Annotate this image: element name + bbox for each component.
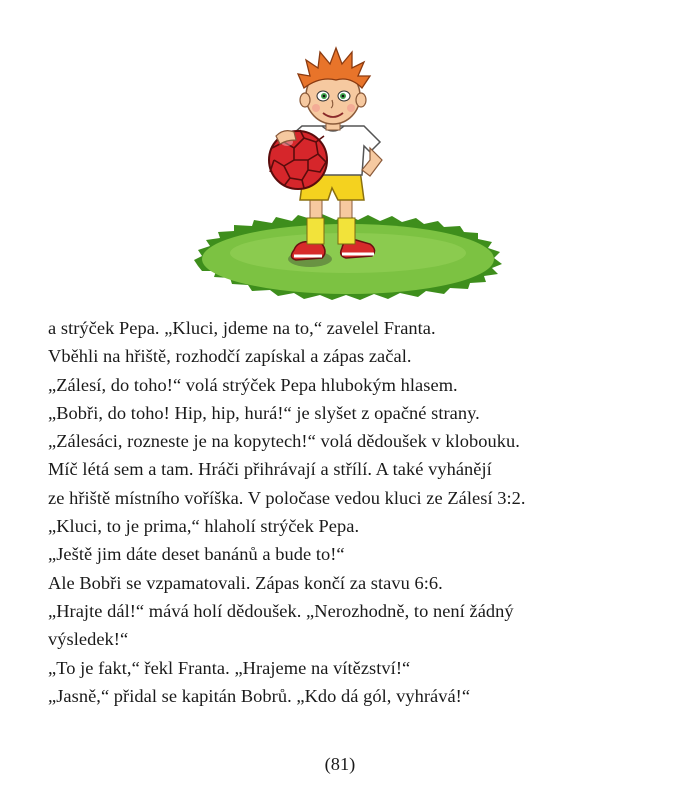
text-line: „Ještě jim dáte deset banánů a bude to!“: [48, 544, 345, 565]
text-line: „To je fakt,“ řekl Franta. „Hrajeme na vítězství!“: [48, 657, 411, 678]
text-line: „Jasně,“ přidal se kapitán Bobrů. „Kdo dá gól, vyhrává!“: [48, 685, 471, 706]
text-line: „Kluci, to je prima,“ hlaholí strýček Pepa.: [48, 516, 360, 537]
page-number: (81): [324, 754, 356, 774]
text-line: „Hrajte dál!“ mává holí dědoušek. „Nerozhodně, to není žádný: [48, 600, 514, 621]
text-line: „Zálesáci, rozneste je na kopytech!“ volá dědoušek v klobouku.: [48, 431, 520, 452]
arm: [362, 148, 382, 176]
text-line: „Zálesí, do toho!“ volá strýček Pepa hlubokým hlasem.: [48, 374, 458, 395]
text-line: Ale Bobři se vzpamatovali. Zápas končí za stavu 6:6.: [48, 572, 443, 593]
text-line: výsledek!“: [48, 629, 129, 650]
text-line: „Bobři, do toho! Hip, hip, hurá!“ je slyšet z opačné strany.: [48, 402, 480, 423]
text-line: Vběhli na hřiště, rozhodčí zapískal a zápas začal.: [48, 346, 412, 367]
text-line: ze hřiště místního voříška. V poločase vedou kluci ze Zálesí 3:2.: [48, 487, 526, 508]
story-text: [48, 314, 648, 710]
text-line: a strýček Pepa. „Kluci, jdeme na to,“ zavelel Franta.: [48, 318, 436, 338]
illustration-svg: [180, 30, 510, 302]
boy-with-ball-illustration: [180, 30, 510, 302]
text-line: Míč létá sem a tam. Hráči přihrávají a střílí. A také vyhánějí: [48, 459, 492, 480]
